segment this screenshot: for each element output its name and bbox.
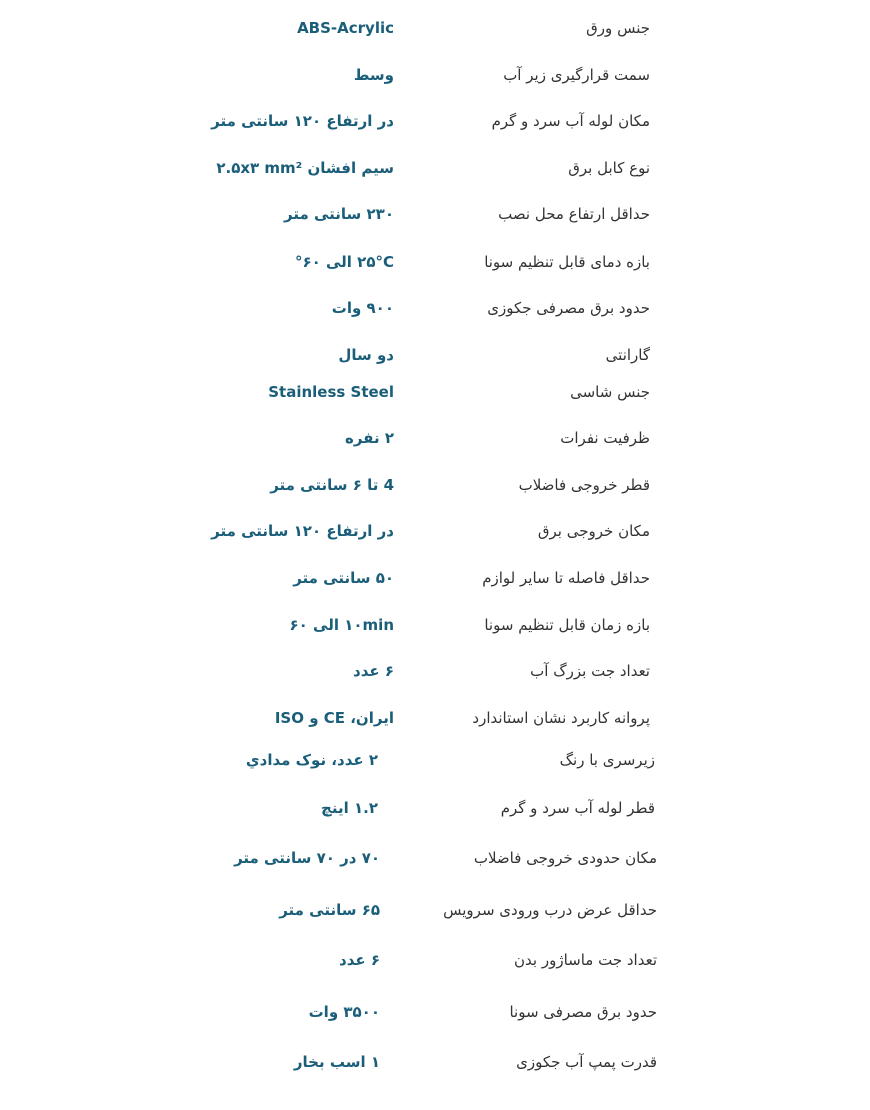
spec-value: ۲۵°C الی ۶۰°: [294, 253, 394, 271]
spec-label: ظرفیت نفرات: [560, 429, 650, 447]
spec-value: در ارتفاع ۱۲۰ سانتی متر: [211, 112, 394, 130]
spec-label: قطر لوله آب سرد و گرم: [500, 799, 655, 817]
spec-value: ۱ اسب بخار: [293, 1053, 380, 1071]
spec-value: سیم افشان ۲.۵x۳ mm²: [216, 159, 394, 177]
spec-label: تعداد جت ماساژور بدن: [514, 951, 657, 969]
spec-value: وسط: [353, 66, 394, 84]
spec-value: ۱۰min الی ۶۰: [289, 616, 394, 634]
spec-label: سمت قرارگیری زیر آب: [503, 66, 650, 84]
spec-value: ۲ نفره: [345, 429, 394, 447]
spec-value: دو سال: [338, 346, 394, 364]
spec-label: مکان حدودی خروجی فاضلاب: [473, 849, 657, 867]
spec-label: قطر خروجی فاضلاب: [518, 476, 650, 494]
spec-value: ۱.۲ اینچ: [321, 799, 378, 817]
spec-label: بازه زمان قابل تنظیم سونا: [484, 616, 650, 634]
spec-value: ۳۵۰۰ وات: [308, 1003, 380, 1021]
spec-label: نوع کابل برق: [568, 159, 650, 177]
spec-value: ۶ عدد: [353, 662, 394, 680]
spec-label: حدود برق مصرفی جکوزی: [487, 299, 650, 317]
spec-value: ۲ عدد، نوک مدادي: [245, 751, 378, 769]
spec-label: گارانتی: [605, 346, 650, 364]
spec-label: بازه دمای قابل تنظیم سونا: [484, 253, 650, 271]
spec-label: پروانه کاربرد نشان استاندارد: [472, 709, 650, 727]
spec-value: ۹۰۰ وات: [331, 299, 394, 317]
spec-value: Stainless Steel: [268, 383, 394, 401]
spec-label: حداقل فاصله تا سایر لوازم: [482, 569, 650, 587]
spec-label: حدود برق مصرفی سونا: [509, 1003, 657, 1021]
spec-label: مکان لوله آب سرد و گرم: [491, 112, 650, 130]
spec-value: ABS-Acrylic: [297, 19, 394, 37]
spec-label: مکان خروجی برق: [537, 522, 650, 540]
spec-label: زیرسری با رنگ: [559, 751, 655, 769]
spec-label: جنس شاسی: [570, 383, 650, 401]
spec-value: ۷۰ در ۷۰ سانتی متر: [234, 849, 380, 867]
spec-label: جنس ورق: [586, 19, 650, 37]
spec-label: حداقل ارتفاع محل نصب: [498, 205, 650, 223]
spec-value: ایران، CE و ISO: [274, 709, 394, 727]
spec-value: 4 تا ۶ سانتی متر: [270, 476, 394, 494]
spec-value: ۵۰ سانتی متر: [293, 569, 394, 587]
spec-label: حداقل عرض درب ورودی سرویس: [443, 901, 657, 919]
spec-value: در ارتفاع ۱۲۰ سانتی متر: [211, 522, 394, 540]
spec-value: ۲۳۰ سانتی متر: [284, 205, 394, 223]
spec-label: تعداد جت بزرگ آب: [530, 662, 650, 680]
spec-value: ۶ عدد: [339, 951, 380, 969]
spec-label: قدرت پمپ آب جکوزی: [516, 1053, 657, 1071]
spec-value: ۶۵ سانتی متر: [279, 901, 380, 919]
